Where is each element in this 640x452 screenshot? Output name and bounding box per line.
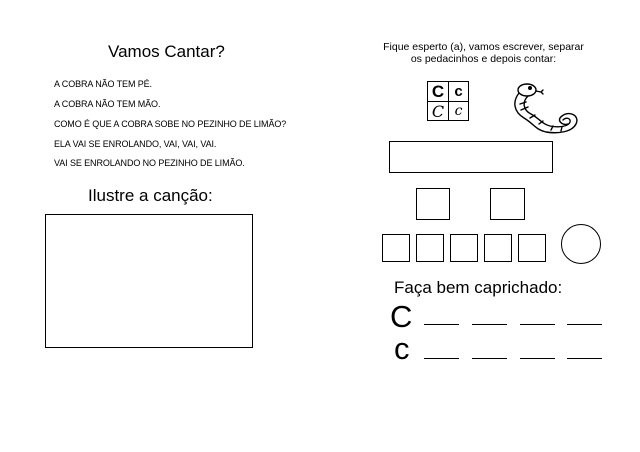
instruction-line-1: Fique esperto (a), vamos escrever, separar (383, 41, 584, 53)
syllable-box-2[interactable] (490, 188, 525, 220)
word-writing-box[interactable] (389, 141, 553, 173)
practice-blank[interactable] (520, 358, 555, 359)
practice-blank[interactable] (567, 324, 602, 325)
letter-cell-uppercase-print (427, 81, 449, 102)
letter-cell-lowercase-script (448, 101, 469, 121)
letter-grid (427, 81, 469, 121)
letter-cell-uppercase-script (427, 101, 449, 121)
syllable-box-1[interactable] (416, 188, 450, 220)
practice-letter-lowercase: c (394, 331, 410, 366)
count-circle[interactable] (561, 224, 601, 264)
letter-lowercase-print: c (454, 83, 463, 100)
lyric-line-3: COMO É QUE A COBRA SOBE NO PEZINHO DE LIMÃO? (54, 119, 287, 129)
practice-blank[interactable] (520, 324, 555, 325)
illustrate-label: Ilustre a canção: (88, 186, 213, 205)
snake-icon (506, 80, 582, 142)
practice-blank[interactable] (472, 358, 507, 359)
letter-cell-lowercase-print (448, 81, 469, 102)
page-title-vamos-cantar: Vamos Cantar? (108, 42, 225, 61)
lyric-line-1: A COBRA NÃO TEM PÉ. (54, 79, 152, 89)
letter-box-5[interactable] (518, 234, 546, 262)
letter-box-3[interactable] (450, 234, 478, 262)
drawing-area[interactable] (45, 214, 253, 348)
letter-box-4[interactable] (484, 234, 512, 262)
lyric-line-4: ELA VAI SE ENROLANDO, VAI, VAI, VAI. (54, 139, 217, 149)
practice-title: Faça bem caprichado: (394, 278, 563, 297)
practice-letter-uppercase: C (390, 299, 413, 334)
letter-box-2[interactable] (416, 234, 444, 262)
practice-blank[interactable] (567, 358, 602, 359)
practice-row-uppercase (390, 299, 610, 334)
practice-blank[interactable] (472, 324, 507, 325)
instruction-line-2: os pedacinhos e depois contar: (410, 53, 557, 65)
practice-row-lowercase (390, 331, 610, 366)
lyric-line-5: VAI SE ENROLANDO NO PEZINHO DE LIMÃO. (54, 158, 245, 168)
letter-lowercase-script: c (454, 103, 463, 119)
letter-uppercase-print: C (431, 81, 445, 101)
lyric-line-2: A COBRA NÃO TEM MÃO. (54, 99, 161, 109)
practice-blank[interactable] (424, 358, 459, 359)
letter-box-1[interactable] (382, 234, 410, 262)
practice-blank[interactable] (424, 324, 459, 325)
letter-uppercase-script: C (431, 101, 445, 121)
